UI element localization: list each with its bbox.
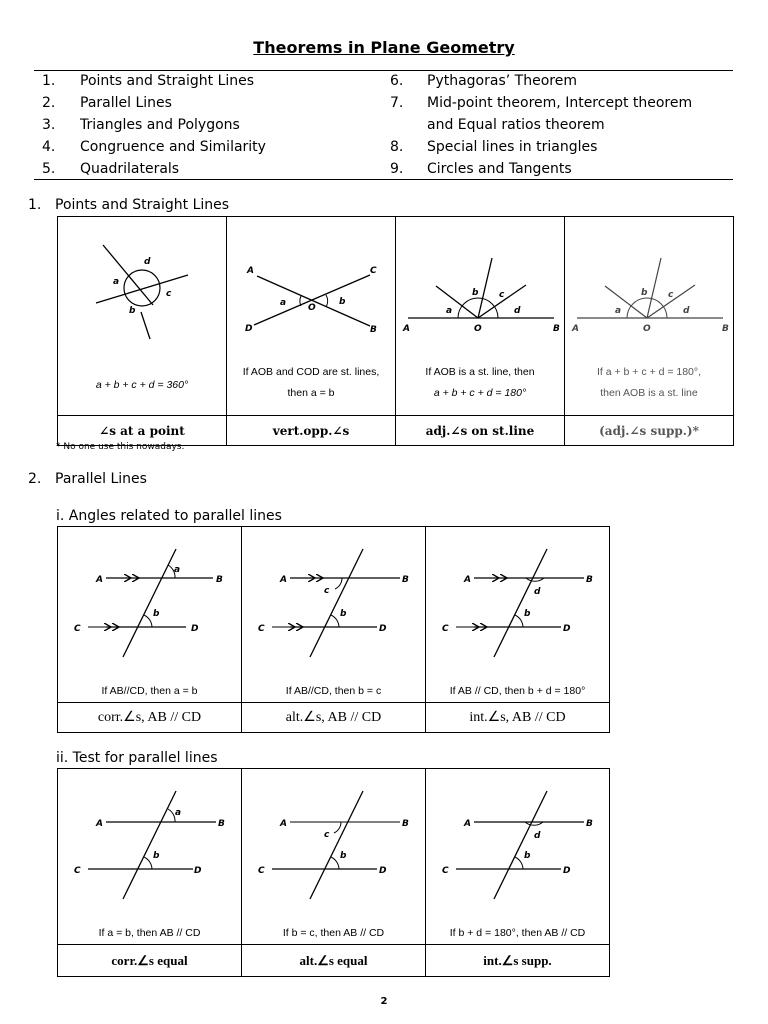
label-A: A <box>96 819 103 829</box>
vertically-opposite-diagram <box>227 228 395 358</box>
toc-item: 9. Circles and Tangents <box>390 161 572 177</box>
interior-angles-diagram <box>426 527 609 677</box>
label-a: a <box>175 808 182 818</box>
label-d: d <box>144 257 151 267</box>
theorem-name: int.∠s supp. <box>426 945 610 977</box>
label-a: a <box>446 306 453 316</box>
label-C: C <box>370 266 377 276</box>
section-1-number: 1. <box>28 197 42 213</box>
section-2-heading: Parallel Lines <box>55 471 147 487</box>
subsection-i-heading: i. Angles related to parallel lines <box>56 508 282 524</box>
label-A: A <box>403 324 410 334</box>
label-d: d <box>514 306 521 316</box>
label-A: A <box>464 819 471 829</box>
label-A: A <box>96 575 103 585</box>
adjacent-angles-supp-diagram <box>565 228 733 358</box>
label-D: D <box>563 866 571 876</box>
label-C: C <box>442 866 449 876</box>
label-O: O <box>474 324 482 334</box>
label-b: b <box>524 851 531 861</box>
label-c: c <box>499 290 505 300</box>
subsection-ii-heading: ii. Test for parallel lines <box>56 750 218 766</box>
interior-supp-diagram <box>426 769 609 919</box>
label-b: b <box>472 288 479 298</box>
theorem-name: vert.opp.∠s <box>227 416 396 446</box>
label-A: A <box>572 324 579 334</box>
label-B: B <box>586 575 593 585</box>
label-C: C <box>442 624 449 634</box>
caption: If a + b + c + d = 180°, <box>596 366 702 378</box>
toc-item: 4. Congruence and Similarity <box>42 139 266 155</box>
toc-item: 8. Special lines in triangles <box>390 139 598 155</box>
diagram-cell <box>58 217 227 416</box>
toc-right <box>390 70 730 180</box>
corresponding-equal-diagram <box>58 769 241 919</box>
diagram-cell <box>426 527 610 703</box>
caption: If b + d = 180°, then AB // CD <box>449 927 586 939</box>
toc-left <box>42 70 382 180</box>
caption: If AB // CD, then b + d = 180° <box>449 685 586 697</box>
theorem-name: alt.∠s, AB // CD <box>242 703 426 733</box>
label-B: B <box>402 819 409 829</box>
theorem-name: alt.∠s equal <box>242 945 426 977</box>
parallel-tests-table <box>57 768 610 977</box>
caption: If AOB is a st. line, then <box>425 366 535 378</box>
label-b: b <box>339 297 346 307</box>
label-D: D <box>379 866 387 876</box>
caption: If b = c, then AB // CD <box>282 927 385 939</box>
label-b: b <box>524 609 531 619</box>
label-b: b <box>129 306 136 316</box>
toc-item: 3. Triangles and Polygons <box>42 117 240 133</box>
label-D: D <box>191 624 199 634</box>
label-A: A <box>280 575 287 585</box>
label-B: B <box>402 575 409 585</box>
label-a: a <box>280 298 287 308</box>
label-B: B <box>553 324 560 334</box>
caption: If AOB and COD are st. lines, <box>242 366 380 378</box>
theorem-name: corr.∠s equal <box>58 945 242 977</box>
label-A: A <box>280 819 287 829</box>
label-C: C <box>74 624 81 634</box>
caption: then AOB is a st. line <box>600 387 698 399</box>
label-O: O <box>308 303 316 313</box>
label-b: b <box>153 851 160 861</box>
label-D: D <box>194 866 202 876</box>
toc-item: 7. Mid-point theorem, Intercept theorem <box>390 95 693 111</box>
label-d: d <box>683 306 690 316</box>
alternate-equal-diagram <box>242 769 425 919</box>
diagram-cell <box>242 769 426 945</box>
section-2-number: 2. <box>28 471 42 487</box>
diagram-cell <box>565 217 734 416</box>
toc-item: 1. Points and Straight Lines <box>42 73 255 89</box>
label-A: A <box>464 575 471 585</box>
theorem-name: adj.∠s on st.line <box>396 416 565 446</box>
caption: If AB//CD, then b = c <box>285 685 382 697</box>
theorem-name: corr.∠s, AB // CD <box>58 703 242 733</box>
label-B: B <box>722 324 729 334</box>
label-a: a <box>113 277 120 287</box>
label-B: B <box>370 325 377 335</box>
label-D: D <box>379 624 387 634</box>
section-1-table <box>57 216 734 446</box>
label-B: B <box>218 819 225 829</box>
label-d: d <box>534 587 541 597</box>
diagram-cell <box>426 769 610 945</box>
caption: a + b + c + d = 360° <box>95 379 189 391</box>
label-b: b <box>340 609 347 619</box>
label-C: C <box>74 866 81 876</box>
label-b: b <box>153 609 160 619</box>
toc-item: and Equal ratios theorem <box>427 117 605 133</box>
label-a: a <box>174 565 181 575</box>
label-c: c <box>324 586 330 596</box>
label-b: b <box>340 851 347 861</box>
label-C: C <box>258 624 265 634</box>
caption: If AB//CD, then a = b <box>101 685 198 697</box>
label-B: B <box>586 819 593 829</box>
theorem-name: ∠s at a point <box>58 416 227 446</box>
label-D: D <box>245 324 253 334</box>
adjacent-angles-diagram <box>396 228 564 358</box>
caption: If a = b, then AB // CD <box>98 927 201 939</box>
diagram-cell <box>396 217 565 416</box>
page-title: Theorems in Plane Geometry <box>253 38 515 57</box>
label-c: c <box>324 830 330 840</box>
caption: then a = b <box>287 387 335 399</box>
theorem-name: (adj.∠s supp.)* <box>565 416 734 446</box>
label-c: c <box>668 290 674 300</box>
toc-item: 5. Quadrilaterals <box>42 161 180 177</box>
diagram-cell <box>58 527 242 703</box>
label-A: A <box>247 266 254 276</box>
label-c: c <box>166 289 172 299</box>
label-C: C <box>258 866 265 876</box>
label-a: a <box>615 306 622 316</box>
toc-item: 2. Parallel Lines <box>42 95 172 111</box>
toc-item: 6. Pythagoras’ Theorem <box>390 73 577 89</box>
label-B: B <box>216 575 223 585</box>
diagram-cell <box>227 217 396 416</box>
page-number: 2 <box>380 996 388 1007</box>
alternate-angles-diagram <box>242 527 425 677</box>
label-D: D <box>563 624 571 634</box>
section-1-heading: Points and Straight Lines <box>55 197 230 213</box>
diagram-cell <box>242 527 426 703</box>
diagram-cell <box>58 769 242 945</box>
label-b: b <box>641 288 648 298</box>
corresponding-angles-diagram <box>58 527 241 677</box>
label-O: O <box>643 324 651 334</box>
parallel-angles-table <box>57 526 610 733</box>
label-d: d <box>534 831 541 841</box>
theorem-name: int.∠s, AB // CD <box>426 703 610 733</box>
footnote: * No one use this nowadays. <box>56 442 185 452</box>
caption: a + b + c + d = 180° <box>433 387 527 399</box>
